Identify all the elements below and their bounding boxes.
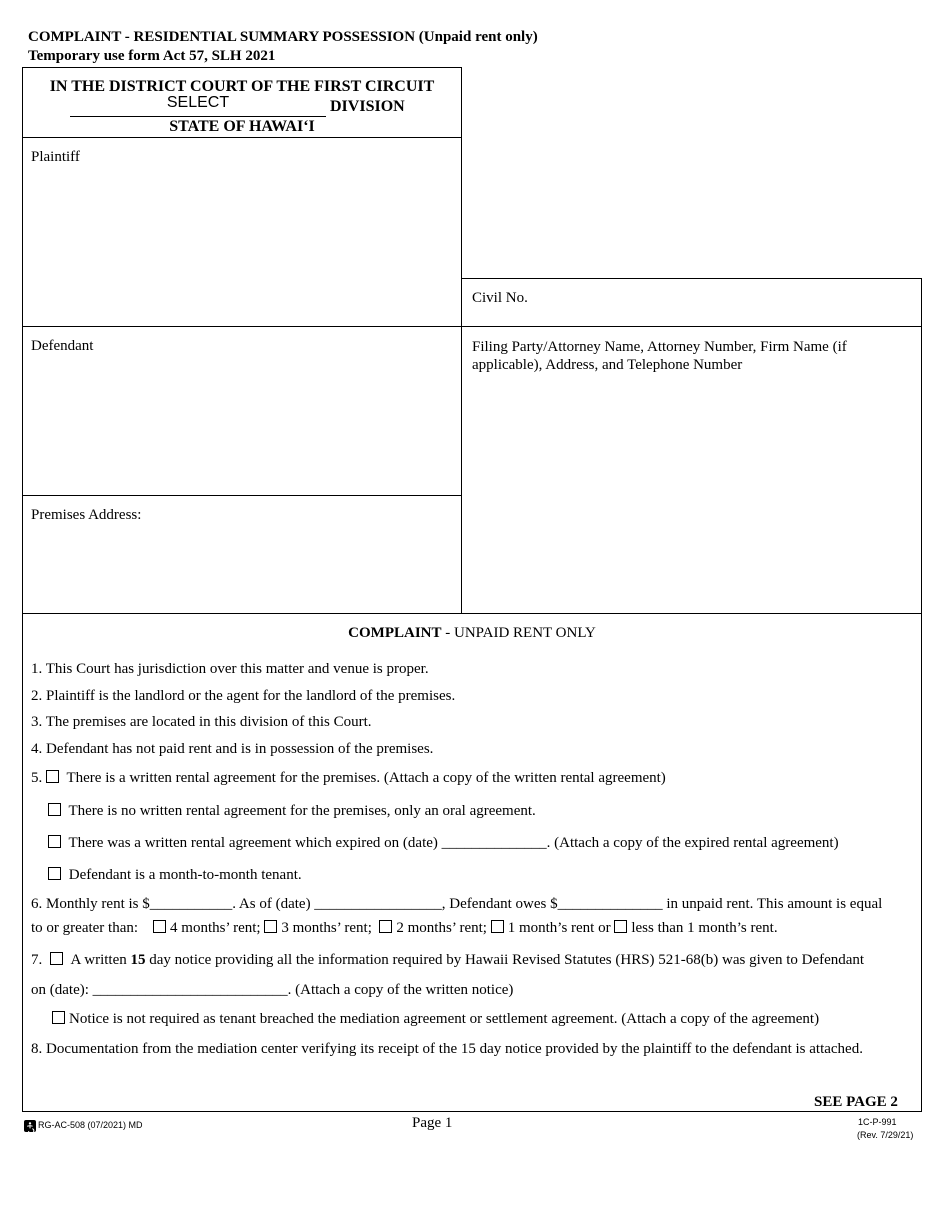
form-revision: (Rev. 7/29/21): [857, 1130, 914, 1140]
court-header-divider: [22, 137, 462, 138]
plaintiff-label: Plaintiff: [31, 149, 80, 165]
form-id: RG-AC-508 (07/2021) MD: [38, 1120, 143, 1130]
frame-bottom: [22, 1111, 922, 1112]
item-8: 8. Documentation from the mediation center verifying its receipt of the 15 day notice provided by the plaintiff to the defendant is attached.: [31, 1041, 863, 1057]
form-subtitle: Temporary use form Act 57, SLH 2021: [28, 48, 276, 64]
form-code: 1C-P-991: [858, 1117, 897, 1127]
accessibility-icon: [24, 1120, 36, 1132]
item-7-line-2: on (date): __________________________. (Attach a copy of the written notice): [31, 982, 514, 998]
item-5-month-to-month: [48, 867, 302, 884]
item-5-written-agreement: [31, 770, 666, 787]
one-month-label: 1 month’s rent or: [507, 920, 611, 936]
civil-no-label: Civil No.: [472, 290, 528, 306]
less-than-one-month-label: less than 1 month’s rent.: [631, 920, 778, 936]
less-than-one-month-checkbox[interactable]: [614, 920, 627, 933]
frame-middle: [461, 67, 462, 614]
page-number: Page 1: [412, 1115, 453, 1131]
item-5-expired-agreement: [48, 835, 839, 852]
defendant-label: Defendant: [31, 338, 94, 354]
complaint-heading-rest: - UNPAID RENT ONLY: [441, 625, 596, 641]
item-7-number: 7.: [31, 952, 43, 968]
premises-label: Premises Address:: [31, 507, 142, 523]
item-5b-text: There is no written rental agreement for the premises, only an oral agreement.: [68, 803, 536, 819]
defendant-premises-divider: [22, 495, 462, 496]
written-notice-checkbox[interactable]: [50, 952, 63, 965]
filing-party-label: Filing Party/Attorney Name, Attorney Number, Firm Name (if applicable), Address, and Telephone Number: [472, 339, 847, 373]
expired-agreement-checkbox[interactable]: [48, 835, 61, 848]
four-months-label: 4 months’ rent;: [170, 920, 261, 936]
item-6-line-1: 6. Monthly rent is $___________. As of (date) _________________, Defendant owes $______________ in unpaid rent. This amount is equal: [31, 896, 883, 912]
written-agreement-checkbox[interactable]: [46, 770, 59, 783]
notice-not-required-checkbox[interactable]: [52, 1011, 65, 1024]
four-months-checkbox[interactable]: [153, 920, 166, 933]
civil-top-line: [461, 278, 922, 279]
frame-left: [22, 67, 23, 1112]
item-5d-text: Defendant is a month-to-month tenant.: [68, 867, 302, 883]
frame-right: [921, 278, 922, 1112]
three-months-checkbox[interactable]: [264, 920, 277, 933]
item-3: 3. The premises are located in this division of this Court.: [31, 714, 372, 730]
complaint-top-line: [22, 613, 922, 614]
complaint-heading: [22, 625, 922, 642]
item-7b-text: Notice is not required as tenant breached the mediation agreement or settlement agreement. (Attach a copy of the agreement): [69, 1011, 820, 1027]
item-5a-text: There is a written rental agreement for the premises. (Attach a copy of the written rental agreement): [66, 770, 666, 786]
item-5-number: 5.: [31, 770, 43, 786]
item-2: 2. Plaintiff is the landlord or the agent for the landlord of the premises.: [31, 688, 456, 704]
oral-agreement-checkbox[interactable]: [48, 803, 61, 816]
item-7-line-1: [31, 952, 864, 969]
division-label: DIVISION: [330, 98, 405, 115]
month-to-month-checkbox[interactable]: [48, 867, 61, 880]
three-months-label: 3 months’ rent;: [281, 920, 372, 936]
complaint-heading-bold: COMPLAINT: [348, 625, 442, 641]
division-underline: [70, 116, 326, 117]
item-7-pre: A written: [70, 952, 127, 968]
item-5c-text: There was a written rental agreement which expired on (date) ______________. (Attach a copy of the expired rental agreement): [68, 835, 839, 851]
item-5-oral-agreement: [48, 803, 536, 820]
one-month-checkbox[interactable]: [491, 920, 504, 933]
item-7-notice-not-required: [52, 1011, 819, 1028]
item-6-line-2: [31, 920, 778, 937]
parties-divider: [22, 326, 922, 327]
item-6-prefix: to or greater than:: [31, 920, 139, 936]
item-7-post: day notice providing all the information required by Hawaii Revised Statutes (HRS) 521-68(b) was given to Defendant: [149, 952, 865, 968]
item-1: 1. This Court has jurisdiction over this matter and venue is proper.: [31, 661, 429, 677]
two-months-checkbox[interactable]: [379, 920, 392, 933]
see-page-2: SEE PAGE 2: [814, 1094, 898, 1110]
division-select[interactable]: SELECT: [166, 94, 230, 111]
state-name: STATE OF HAWAIʻI: [169, 118, 315, 135]
item-4: 4. Defendant has not paid rent and is in possession of the premises.: [31, 741, 434, 757]
two-months-label: 2 months’ rent;: [396, 920, 487, 936]
form-title: COMPLAINT - RESIDENTIAL SUMMARY POSSESSION (Unpaid rent only): [28, 29, 538, 45]
frame-top-left: [22, 67, 462, 68]
item-7-days: 15: [130, 952, 146, 968]
court-name: IN THE DISTRICT COURT OF THE FIRST CIRCUIT: [49, 78, 435, 95]
